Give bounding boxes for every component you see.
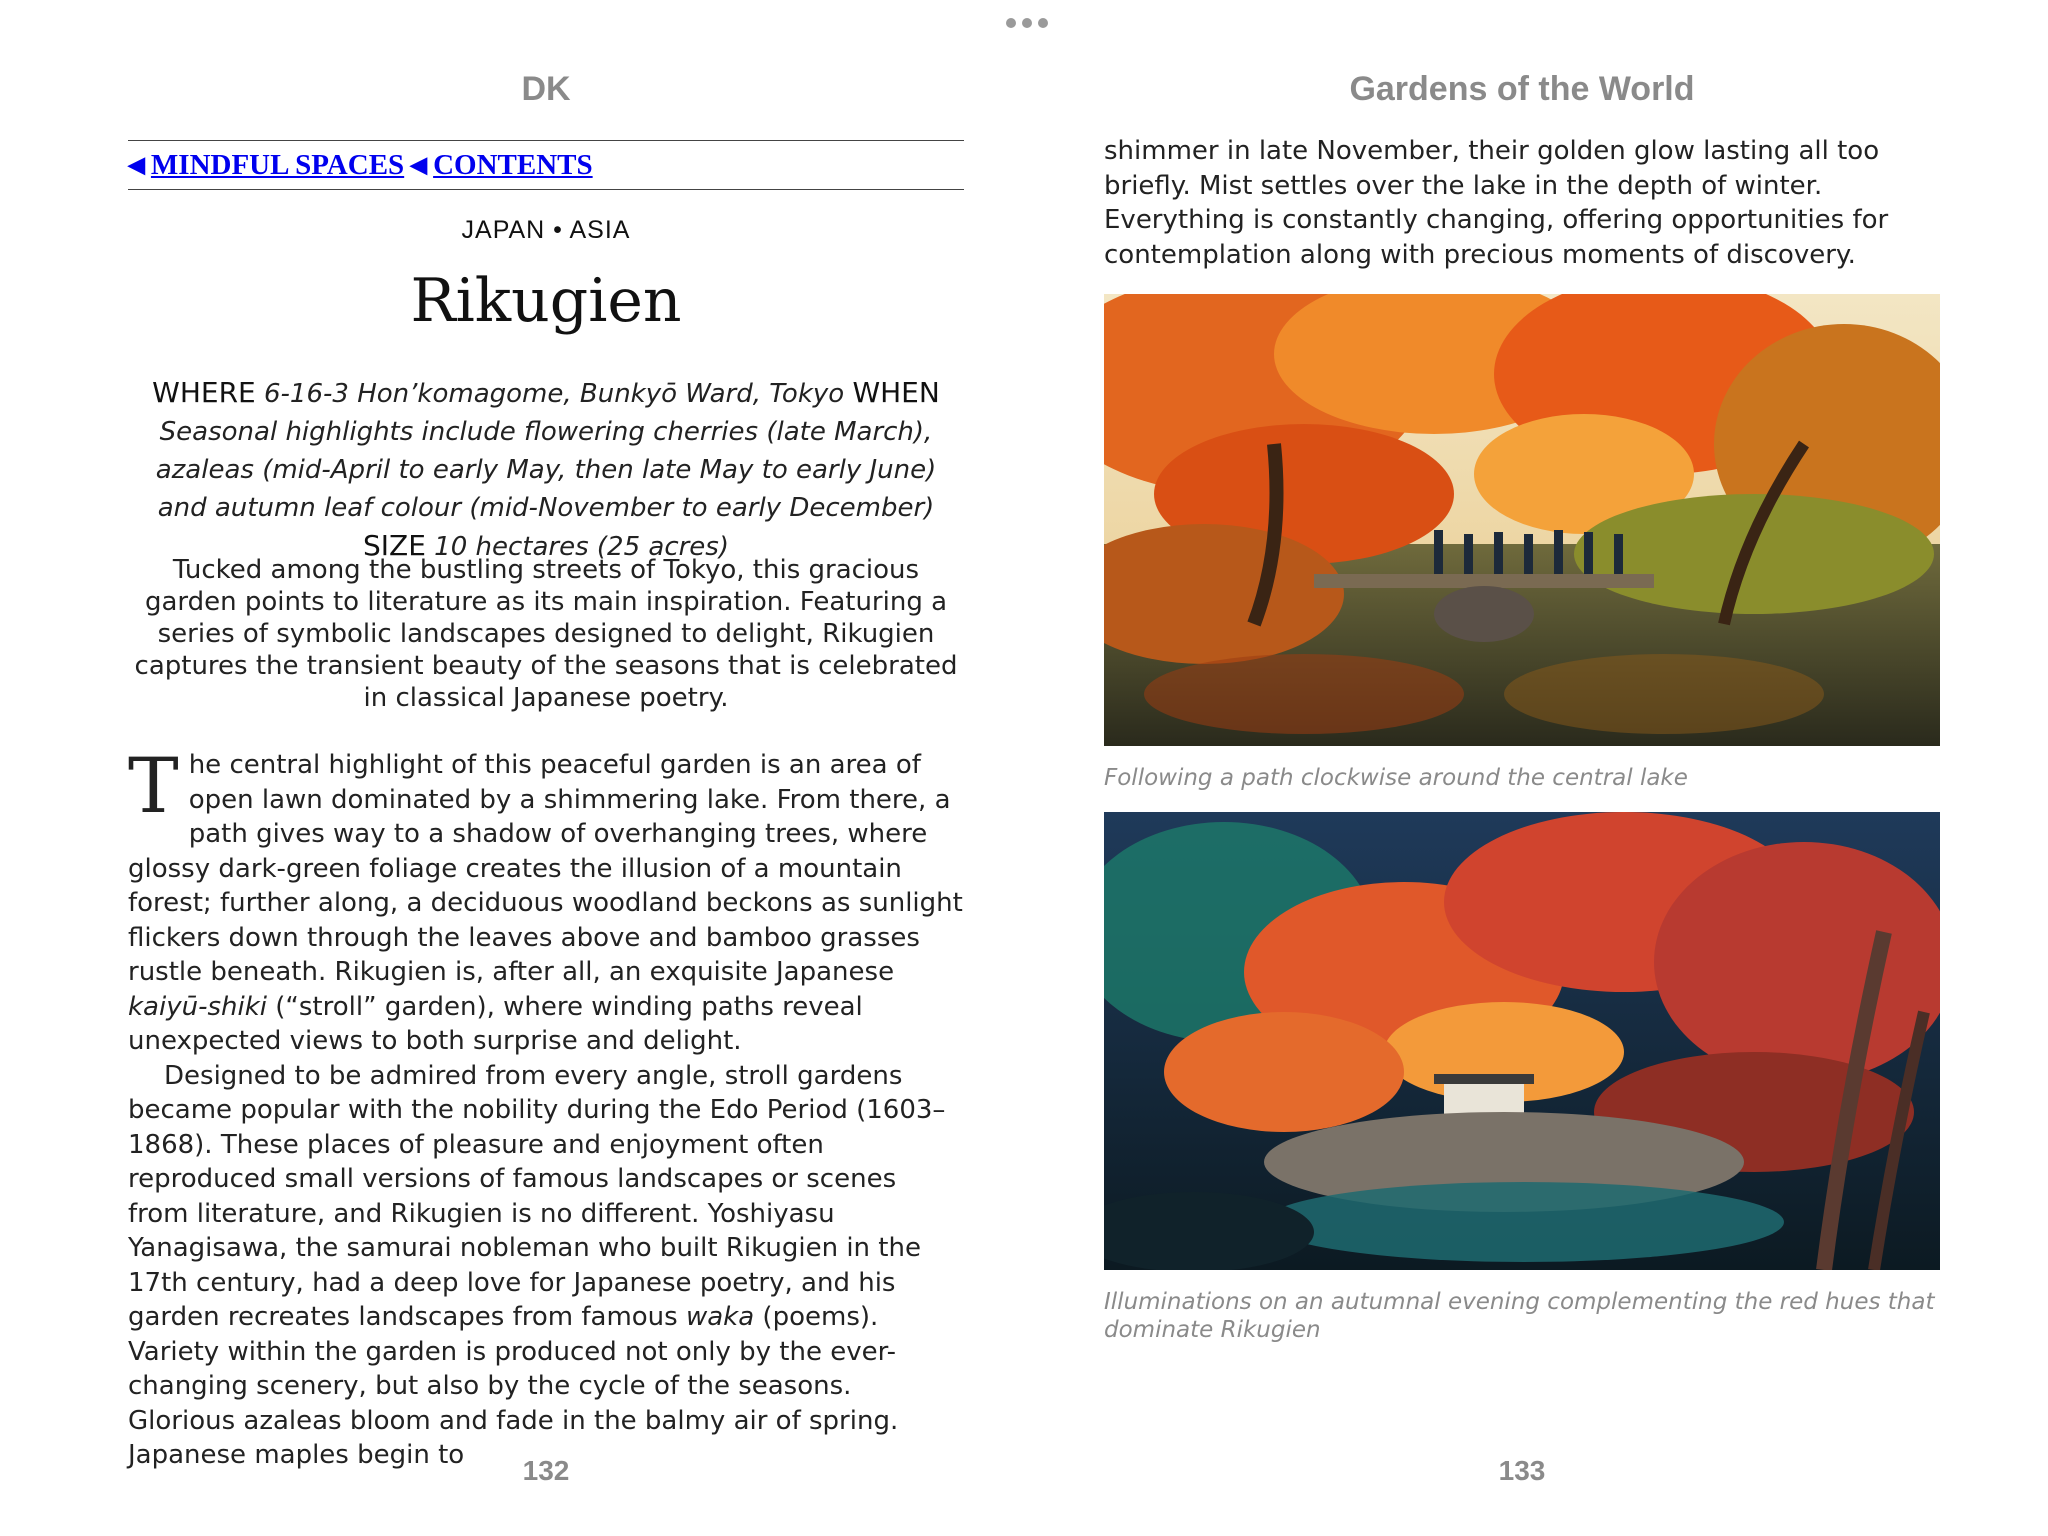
when-label: WHEN: [852, 376, 940, 409]
when-value: Seasonal highlights include flowering cherries (late March), azaleas (mid-April to early May, then late May to early June) and autumn leaf colour (mid-November to early December): [155, 417, 937, 523]
contents-link[interactable]: CONTENTS: [433, 148, 593, 181]
drop-cap: T: [128, 741, 179, 830]
right-running-head: Gardens of the World: [1349, 70, 1695, 108]
page-title: Rikugien: [410, 266, 682, 336]
size-value: 10 hectares (25 acres): [434, 532, 729, 562]
back-triangle-icon: ◀: [410, 152, 428, 177]
back-triangle-icon: ◀: [128, 152, 145, 177]
left-running-head: DK: [521, 70, 571, 108]
intro-paragraph: Tucked among the bustling streets of Tokyo, this gracious garden points to literature as its main inspiration. Featuring a series of symbolic landscapes designed to delight, Rikugien captures the transient beauty of the seasons that is celebrated in classical Japanese poetry.: [134, 555, 958, 713]
mindful-spaces-link[interactable]: MINDFUL SPACES: [150, 148, 405, 181]
continued-paragraph: shimmer in late November, their golden glow lasting all too briefly. Mist settles over the lake in the depth of winter. Everything is constantly changing, offering opportunities for contemplation along with precious moments of discovery.: [1104, 136, 1889, 270]
photo-caption-1: Following a path clockwise around the central lake: [1104, 765, 1688, 791]
garden-facts: [128, 374, 964, 566]
body-paragraph-1: The central highlight of this peaceful garden is an area of open lawn dominated by a shimmering lake. From there, a path gives way to a shadow of overhanging trees, where glossy dark-green foliage creates the illusion of a mountain forest; further along, a deciduous woodland beckons as sunlight flickers down through the leaves above and bamboo grasses rustle beneath. Rikugien is, after all, an exquisite Japanese kaiyū-shiki (“stroll” garden), where winding paths reveal unexpected views to both surprise and delight.: [128, 741, 963, 1056]
navigation-bar: [128, 140, 964, 190]
right-page-number: 133: [1498, 1455, 1546, 1486]
size-label: SIZE: [362, 529, 426, 562]
body-paragraph-2: Designed to be admired from every angle, stroll gardens became popular with the nobility during the Edo Period (1603–1868). These places of pleasure and enjoyment often reproduced small versions of famous landscapes or scenes from literature, and Rikugien is no different. Yoshiyasu Yanagisawa, the samurai nobleman who built Rikugien in the 17th century, had a deep love for Japanese poetry, and his garden recreates landscapes from famous waka (poems). Variety within the garden is produced not only by the ever-changing scenery, but also by the cycle of the seasons. Glorious azaleas bloom and fade in the balmy air of spring. Japanese maples begin to: [128, 1060, 946, 1470]
photo-caption-2: Illuminations on an autumnal evening complementing the red hues that dominate Rikugien: [1104, 1289, 1935, 1343]
region-label: JAPAN • ASIA: [461, 216, 631, 244]
lake-bridge-photo[interactable]: [1104, 294, 1940, 746]
body-text: [128, 741, 964, 1473]
where-label: WHERE: [152, 376, 256, 409]
options-dots-icon[interactable]: [1006, 18, 1048, 28]
illuminated-garden-photo[interactable]: [1104, 812, 1940, 1270]
left-page-number: 132: [522, 1455, 570, 1486]
where-value: 6-16-3 Hon’komagome, Bunkyō Ward, Tokyo: [264, 379, 845, 409]
